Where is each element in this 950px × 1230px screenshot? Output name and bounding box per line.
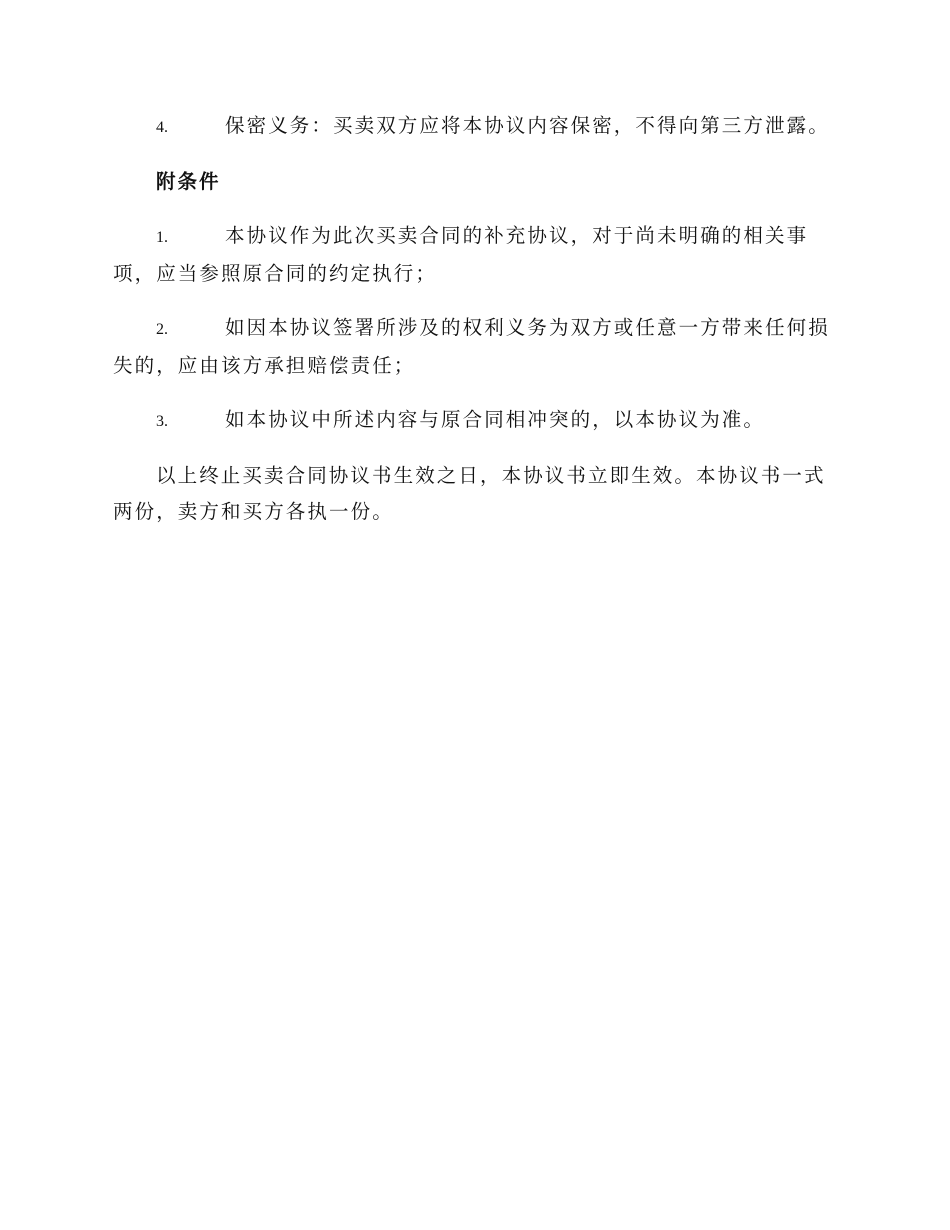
clause-item-4 <box>113 108 833 146</box>
document-body <box>113 108 833 530</box>
condition-text: 如本协议中所述内容与原合同相冲突的，以本协议为准。 <box>225 408 766 431</box>
clause-number: 4. <box>156 119 168 136</box>
closing-paragraph: 以上终止买卖合同协议书生效之日，本协议书立即生效。本协议书一式两份，卖方和买方各执一份。 <box>113 464 826 523</box>
condition-number: 3. <box>156 413 168 430</box>
condition-item-1 <box>113 218 833 292</box>
condition-text: 本协议作为此次买卖合同的补充协议，对于尚未明确的相关事项，应当参照原合同的约定执行； <box>113 224 809 285</box>
clause-text: 保密义务：买卖双方应将本协议内容保密，不得向第三方泄露。 <box>225 114 830 137</box>
condition-text: 如因本协议签署所涉及的权利义务为双方或任意一方带来任何损失的，应由该方承担赔偿责任； <box>113 316 830 377</box>
condition-item-3 <box>113 402 833 440</box>
condition-number: 2. <box>156 321 168 338</box>
condition-number: 1. <box>156 229 168 246</box>
condition-item-2 <box>113 310 833 384</box>
section-heading: 附条件 <box>156 170 221 193</box>
